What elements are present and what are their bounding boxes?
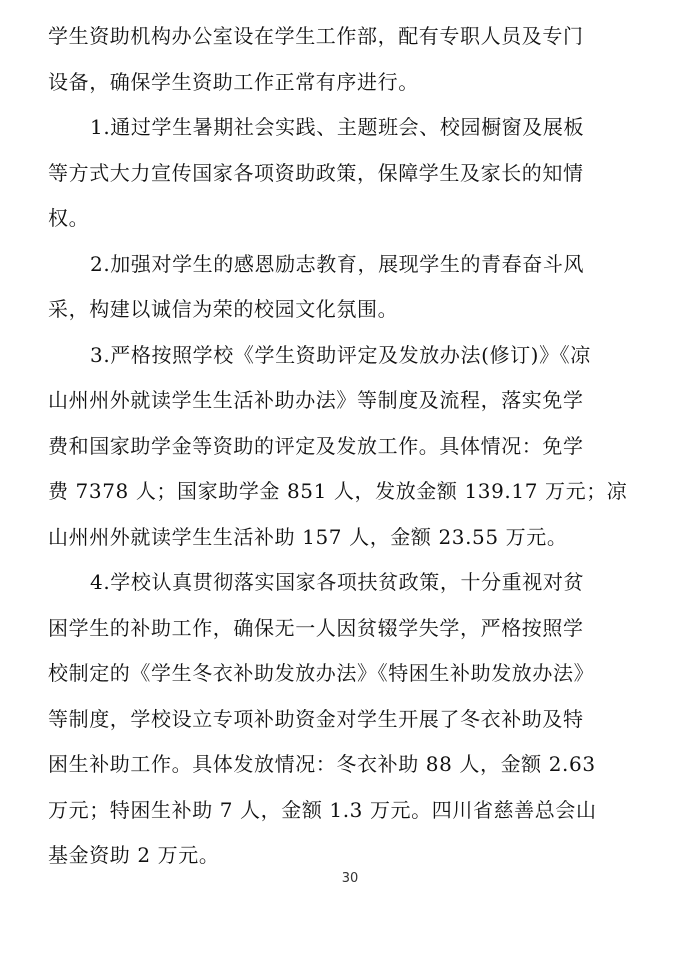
text-line: 等方式大力宣传国家各项资助政策，保障学生及家长的知情 xyxy=(48,160,584,185)
text-line: 学生资助机构办公室设在学生工作部，配有专职人员及专门 xyxy=(48,24,584,48)
text-line: 万元；特困生补助 7 人，金额 1.3 万元。四川省慈善总会山 xyxy=(48,797,597,822)
text-line: 3.严格按照学校《学生资助评定及发放办法(修订)》《凉 xyxy=(90,342,591,367)
text-line: 1.通过学生暑期社会实践、主题班会、校园橱窗及展板 xyxy=(90,115,585,139)
paragraph-item-1 xyxy=(48,105,652,242)
page-number: 30 xyxy=(341,871,359,886)
text-line: 4.学校认真贯彻落实国家各项扶贫政策，十分重视对贫 xyxy=(90,570,585,594)
text-line: 采，构建以诚信为荣的校园文化氛围。 xyxy=(48,297,399,321)
text-line: 困生补助工作。具体发放情况：冬衣补助 88 人，金额 2.63 xyxy=(48,752,596,776)
text-line: 等制度，学校设立专项补助资金对学生开展了冬衣补助及特 xyxy=(48,706,584,731)
paragraph-item-2 xyxy=(48,242,652,333)
text-line: 基金资助 2 万元。 xyxy=(48,843,220,867)
text-line: 权。 xyxy=(48,206,90,230)
text-line: 费 7378 人；国家助学金 851 人，发放金额 139.17 万元；凉 xyxy=(48,479,628,503)
paragraph-continuation xyxy=(48,14,652,105)
paragraph-item-3 xyxy=(48,333,652,561)
paragraph-item-4 xyxy=(48,560,652,879)
text-line: 费和国家助学金等资助的评定及发放工作。具体情况：免学 xyxy=(48,433,584,458)
text-line: 2.加强对学生的感恩励志教育，展现学生的青春奋斗风 xyxy=(90,251,585,276)
text-line: 校制定的《学生冬衣补助发放办法》《特困生补助发放办法》 xyxy=(48,661,595,685)
text-line: 设备，确保学生资助工作正常有序进行。 xyxy=(48,69,419,94)
document-body xyxy=(48,14,652,879)
text-line: 困学生的补助工作，确保无一人因贫辍学失学，严格按照学 xyxy=(48,615,584,640)
text-line: 山州州外就读学生生活补助办法》等制度及流程，落实免学 xyxy=(48,388,584,412)
text-line: 山州州外就读学生生活补助 157 人，金额 23.55 万元。 xyxy=(48,524,568,549)
